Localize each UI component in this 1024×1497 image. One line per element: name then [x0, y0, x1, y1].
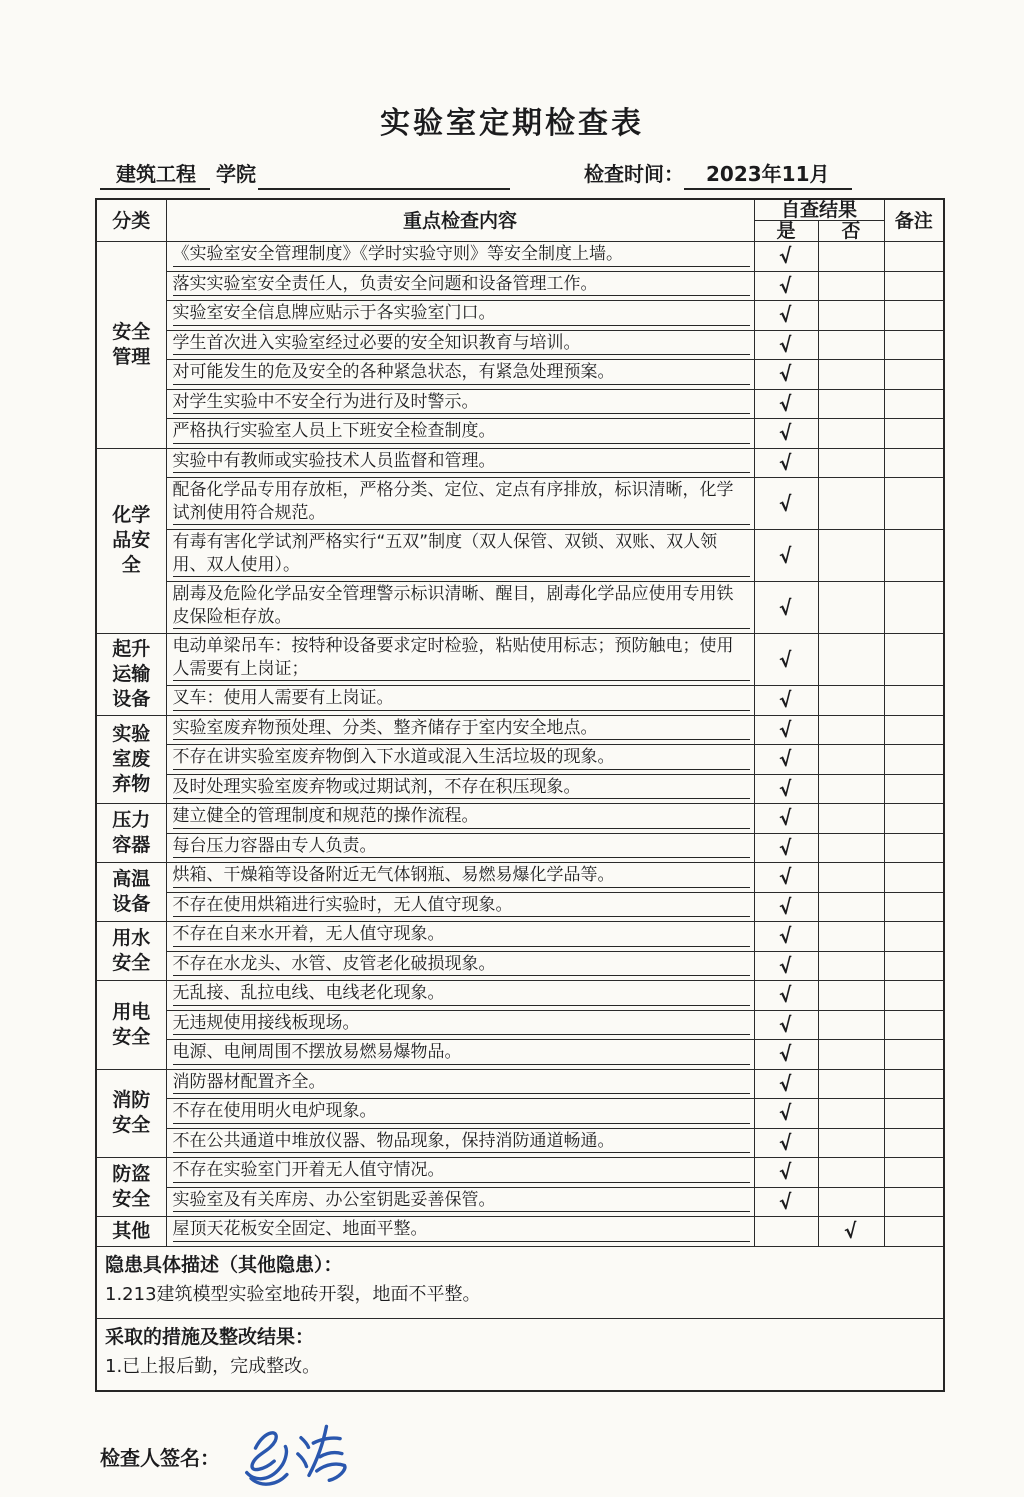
table-row — [96, 1217, 944, 1247]
header-remark: 备注 — [884, 199, 944, 242]
check-item-cell — [166, 301, 754, 331]
table-row — [96, 360, 944, 390]
check-item-cell — [166, 951, 754, 981]
check-item-cell — [166, 1217, 754, 1247]
remark-cell — [884, 892, 944, 922]
yes-cell — [754, 745, 818, 775]
category-cell: 消防安全 — [96, 1069, 166, 1158]
yes-cell — [754, 804, 818, 834]
remark-cell — [884, 301, 944, 331]
blank-underline — [258, 166, 510, 190]
table-row — [96, 804, 944, 834]
check-item-text: 有毒有害化学试剂严格实行“五双”制度（双人保管、双锁、双账、双人领用、双人使用）。 — [173, 531, 750, 577]
no-cell — [818, 922, 884, 952]
remark-cell — [884, 804, 944, 834]
meta-row — [0, 158, 1024, 190]
check-item-text: 每台压力容器由专人负责。 — [173, 835, 750, 859]
check-item-cell — [166, 892, 754, 922]
check-mark: √ — [778, 835, 794, 861]
remark-cell — [884, 745, 944, 775]
yes-cell — [754, 634, 818, 686]
yes-cell — [754, 301, 818, 331]
footer-block-label: 隐患具体描述（其他隐患）： — [105, 1253, 343, 1276]
no-cell — [818, 1187, 884, 1217]
form-title: 实验室定期检查表 — [380, 106, 644, 141]
yes-cell — [754, 1040, 818, 1070]
header-no: 否 — [818, 221, 884, 242]
check-item-cell — [166, 271, 754, 301]
no-cell — [818, 330, 884, 360]
yes-cell — [754, 330, 818, 360]
check-item-text: 不存在实验室门开着无人值守情况。 — [173, 1159, 750, 1183]
table-row — [96, 951, 944, 981]
yes-cell — [754, 1217, 818, 1247]
check-item-text: 《实验室安全管理制度》《学时实验守则》等安全制度上墙。 — [173, 243, 750, 267]
no-cell — [818, 242, 884, 272]
no-cell — [818, 774, 884, 804]
check-item-text: 建立健全的管理制度和规范的操作流程。 — [173, 805, 750, 829]
check-item-cell — [166, 804, 754, 834]
inspector-label: 检查人签名： — [100, 1446, 220, 1470]
check-item-cell — [166, 922, 754, 952]
check-mark: √ — [778, 1100, 794, 1126]
department-suffix: 学院 — [216, 162, 256, 186]
check-item-text: 电动单梁吊车：按特种设备要求定时检验，粘贴使用标志；预防触电；使用人需要有上岗证； — [173, 635, 750, 681]
yes-cell — [754, 582, 818, 634]
footer-block-content: 1.213建筑模型实验室地砖开裂，地面不平整。 — [105, 1283, 481, 1305]
table-row — [96, 774, 944, 804]
table-row — [96, 1040, 944, 1070]
check-mark: √ — [778, 361, 794, 387]
no-cell — [818, 1040, 884, 1070]
check-item-cell — [166, 1187, 754, 1217]
yes-cell — [754, 271, 818, 301]
check-mark: √ — [778, 420, 794, 446]
check-item-cell — [166, 389, 754, 419]
table-row — [96, 833, 944, 863]
no-cell — [818, 634, 884, 686]
table-row — [96, 582, 944, 634]
table-row — [96, 1099, 944, 1129]
no-cell — [818, 271, 884, 301]
remark-cell — [884, 981, 944, 1011]
category-cell: 安全管理 — [96, 242, 166, 449]
yes-cell — [754, 833, 818, 863]
no-cell — [818, 981, 884, 1011]
footer-block-cell — [96, 1246, 944, 1318]
yes-cell — [754, 389, 818, 419]
inspection-table — [95, 198, 945, 1392]
remark-cell — [884, 582, 944, 634]
check-item-cell — [166, 745, 754, 775]
handwritten-signature — [234, 1416, 358, 1496]
table-row — [96, 478, 944, 530]
check-mark: √ — [778, 273, 794, 299]
table-row — [96, 419, 944, 449]
check-item-text: 配备化学品专用存放柜，严格分类、定位、定点有序排放，标识清晰，化学试剂使用符合规范。 — [173, 479, 750, 525]
check-mark: √ — [778, 594, 794, 621]
check-item-cell — [166, 530, 754, 582]
check-item-cell — [166, 715, 754, 745]
no-cell — [818, 1099, 884, 1129]
category-cell: 起升运输设备 — [96, 634, 166, 716]
no-cell — [818, 478, 884, 530]
footer-block-label: 采取的措施及整改结果： — [105, 1325, 315, 1348]
remark-cell — [884, 951, 944, 981]
check-item-cell — [166, 448, 754, 478]
table-header — [96, 199, 944, 242]
yes-cell — [754, 419, 818, 449]
check-item-cell — [166, 981, 754, 1011]
category-cell: 用水安全 — [96, 922, 166, 981]
table-footer-blocks — [96, 1246, 944, 1391]
category-cell: 实验室废弃物 — [96, 715, 166, 804]
check-item-text: 对可能发生的危及安全的各种紧急状态，有紧急处理预案。 — [173, 361, 750, 385]
remark-cell — [884, 478, 944, 530]
remark-cell — [884, 1040, 944, 1070]
check-item-text: 不存在使用烘箱进行实验时，无人值守现象。 — [173, 894, 750, 918]
department-name: 建筑工程 — [100, 158, 210, 190]
remark-cell — [884, 530, 944, 582]
check-item-cell — [166, 1128, 754, 1158]
yes-cell — [754, 686, 818, 716]
no-cell — [818, 1158, 884, 1188]
header-content: 重点检查内容 — [166, 199, 754, 242]
remark-cell — [884, 419, 944, 449]
table-row — [96, 634, 944, 686]
check-mark: √ — [843, 1218, 859, 1244]
header-row-1 — [96, 199, 944, 221]
footer-block-row — [96, 1318, 944, 1391]
check-mark: √ — [778, 1159, 794, 1185]
remark-cell — [884, 1158, 944, 1188]
table-row — [96, 1128, 944, 1158]
check-item-cell — [166, 774, 754, 804]
yes-cell — [754, 360, 818, 390]
no-cell — [818, 745, 884, 775]
check-item-text: 不在公共通道中堆放仪器、物品现象，保持消防通道畅通。 — [173, 1130, 750, 1154]
category-cell: 其他 — [96, 1217, 166, 1247]
no-cell — [818, 892, 884, 922]
category-cell: 防盗安全 — [96, 1158, 166, 1217]
check-item-text: 不存在讲实验室废弃物倒入下水道或混入生活垃圾的现象。 — [173, 746, 750, 770]
no-cell — [818, 686, 884, 716]
signature-row — [100, 1420, 1024, 1494]
remark-cell — [884, 1099, 944, 1129]
check-item-text: 实验室废弃物预处理、分类、整齐储存于室内安全地点。 — [173, 717, 750, 741]
remark-cell — [884, 634, 944, 686]
check-item-text: 叉车：使用人需要有上岗证。 — [173, 687, 750, 711]
no-cell — [818, 448, 884, 478]
check-item-text: 不存在使用明火电炉现象。 — [173, 1100, 750, 1124]
header-result-group: 自查结果 — [754, 199, 884, 221]
check-mark: √ — [778, 243, 794, 269]
check-mark: √ — [778, 982, 794, 1008]
check-mark: √ — [778, 776, 794, 802]
remark-cell — [884, 448, 944, 478]
category-cell: 用电安全 — [96, 981, 166, 1070]
yes-cell — [754, 448, 818, 478]
check-item-text: 实验室安全信息牌应贴示于各实验室门口。 — [173, 302, 750, 326]
check-item-text: 剧毒及危险化学品安全管理警示标识清晰、醒目，剧毒化学品应使用专用铁皮保险柜存放。 — [173, 583, 750, 629]
yes-cell — [754, 242, 818, 272]
check-item-text: 烘箱、干燥箱等设备附近无气体钢瓶、易燃易爆化学品等。 — [173, 864, 750, 888]
check-item-cell — [166, 360, 754, 390]
table-row — [96, 330, 944, 360]
no-cell — [818, 833, 884, 863]
remark-cell — [884, 1128, 944, 1158]
table-row — [96, 715, 944, 745]
check-mark: √ — [778, 746, 794, 772]
check-item-text: 实验室及有关库房、办公室钥匙妥善保管。 — [173, 1189, 750, 1213]
check-item-cell — [166, 1010, 754, 1040]
remark-cell — [884, 833, 944, 863]
yes-cell — [754, 922, 818, 952]
remark-cell — [884, 715, 944, 745]
check-item-text: 严格执行实验室人员上下班安全检查制度。 — [173, 420, 750, 444]
check-item-text: 实验中有教师或实验技术人员监督和管理。 — [173, 450, 750, 474]
table-row — [96, 530, 944, 582]
table-row — [96, 242, 944, 272]
check-item-cell — [166, 833, 754, 863]
table-row — [96, 686, 944, 716]
table-row — [96, 981, 944, 1011]
check-mark: √ — [778, 923, 794, 949]
check-item-text: 电源、电闸周围不摆放易燃易爆物品。 — [173, 1041, 750, 1065]
check-item-cell — [166, 1158, 754, 1188]
check-mark: √ — [778, 542, 794, 569]
table-row — [96, 301, 944, 331]
no-cell — [818, 804, 884, 834]
check-mark: √ — [778, 894, 794, 920]
footer-block-content: 1.已上报后勤，完成整改。 — [105, 1355, 321, 1377]
table-row — [96, 271, 944, 301]
table-row — [96, 1158, 944, 1188]
check-time-value: 2023年11月 — [684, 158, 852, 190]
remark-cell — [884, 863, 944, 893]
check-item-text: 不存在自来水开着，无人值守现象。 — [173, 923, 750, 947]
header-yes: 是 — [754, 221, 818, 242]
table-row — [96, 448, 944, 478]
check-item-cell — [166, 478, 754, 530]
check-mark: √ — [778, 953, 794, 979]
yes-cell — [754, 1128, 818, 1158]
check-item-cell — [166, 863, 754, 893]
check-mark: √ — [778, 391, 794, 417]
table-row — [96, 389, 944, 419]
check-mark: √ — [778, 1041, 794, 1067]
check-item-text: 学生首次进入实验室经过必要的安全知识教育与培训。 — [173, 332, 750, 356]
no-cell — [818, 419, 884, 449]
no-cell — [818, 582, 884, 634]
footer-block-row — [96, 1246, 944, 1318]
table-row — [96, 745, 944, 775]
check-item-cell — [166, 1099, 754, 1129]
check-mark: √ — [778, 332, 794, 358]
table-body — [96, 242, 944, 1247]
check-item-cell — [166, 242, 754, 272]
category-cell: 压力容器 — [96, 804, 166, 863]
remark-cell — [884, 1217, 944, 1247]
check-item-cell — [166, 330, 754, 360]
check-mark: √ — [778, 687, 794, 713]
check-mark: √ — [778, 490, 794, 517]
check-mark: √ — [778, 864, 794, 890]
no-cell — [818, 715, 884, 745]
check-mark: √ — [778, 302, 794, 328]
yes-cell — [754, 1010, 818, 1040]
no-cell — [818, 1217, 884, 1247]
check-item-text: 对学生实验中不安全行为进行及时警示。 — [173, 391, 750, 415]
no-cell — [818, 389, 884, 419]
remark-cell — [884, 774, 944, 804]
remark-cell — [884, 686, 944, 716]
remark-cell — [884, 330, 944, 360]
no-cell — [818, 1128, 884, 1158]
check-item-text: 消防器材配置齐全。 — [173, 1071, 750, 1095]
yes-cell — [754, 715, 818, 745]
remark-cell — [884, 389, 944, 419]
check-item-text: 不存在水龙头、水管、皮管老化破损现象。 — [173, 953, 750, 977]
yes-cell — [754, 1069, 818, 1099]
remark-cell — [884, 360, 944, 390]
header-category: 分类 — [96, 199, 166, 242]
check-item-text: 无违规使用接线板现场。 — [173, 1012, 750, 1036]
yes-cell — [754, 774, 818, 804]
yes-cell — [754, 892, 818, 922]
no-cell — [818, 1069, 884, 1099]
check-item-cell — [166, 419, 754, 449]
check-mark: √ — [778, 717, 794, 743]
check-mark: √ — [778, 1130, 794, 1156]
remark-cell — [884, 271, 944, 301]
yes-cell — [754, 863, 818, 893]
no-cell — [818, 360, 884, 390]
check-item-text: 屋顶天花板安全固定、地面平整。 — [173, 1218, 750, 1242]
table-row — [96, 1069, 944, 1099]
no-cell — [818, 1010, 884, 1040]
yes-cell — [754, 1158, 818, 1188]
yes-cell — [754, 951, 818, 981]
category-cell: 化学品安全 — [96, 448, 166, 634]
remark-cell — [884, 1069, 944, 1099]
check-item-cell — [166, 1069, 754, 1099]
table-row — [96, 863, 944, 893]
check-item-text: 及时处理实验室废弃物或过期试剂，不存在积压现象。 — [173, 776, 750, 800]
check-mark: √ — [778, 646, 794, 673]
check-item-cell — [166, 634, 754, 686]
check-item-cell — [166, 1040, 754, 1070]
yes-cell — [754, 1187, 818, 1217]
check-time-label: 检查时间： — [584, 162, 684, 186]
check-mark: √ — [778, 1071, 794, 1097]
remark-cell — [884, 1010, 944, 1040]
remark-cell — [884, 922, 944, 952]
table-row — [96, 1010, 944, 1040]
remark-cell — [884, 1187, 944, 1217]
table-row — [96, 892, 944, 922]
check-mark: √ — [778, 805, 794, 831]
footer-block-cell — [96, 1318, 944, 1391]
table-row — [96, 922, 944, 952]
check-mark: √ — [778, 1012, 794, 1038]
check-item-text: 无乱接、乱拉电线、电线老化现象。 — [173, 982, 750, 1006]
no-cell — [818, 951, 884, 981]
no-cell — [818, 863, 884, 893]
yes-cell — [754, 1099, 818, 1129]
yes-cell — [754, 478, 818, 530]
check-item-cell — [166, 582, 754, 634]
no-cell — [818, 301, 884, 331]
yes-cell — [754, 530, 818, 582]
table-row — [96, 1187, 944, 1217]
category-cell: 高温设备 — [96, 863, 166, 922]
check-mark: √ — [778, 1189, 794, 1215]
check-mark: √ — [778, 450, 794, 476]
check-item-cell — [166, 686, 754, 716]
check-item-text: 落实实验室安全责任人，负责安全问题和设备管理工作。 — [173, 273, 750, 297]
no-cell — [818, 530, 884, 582]
remark-cell — [884, 242, 944, 272]
yes-cell — [754, 981, 818, 1011]
